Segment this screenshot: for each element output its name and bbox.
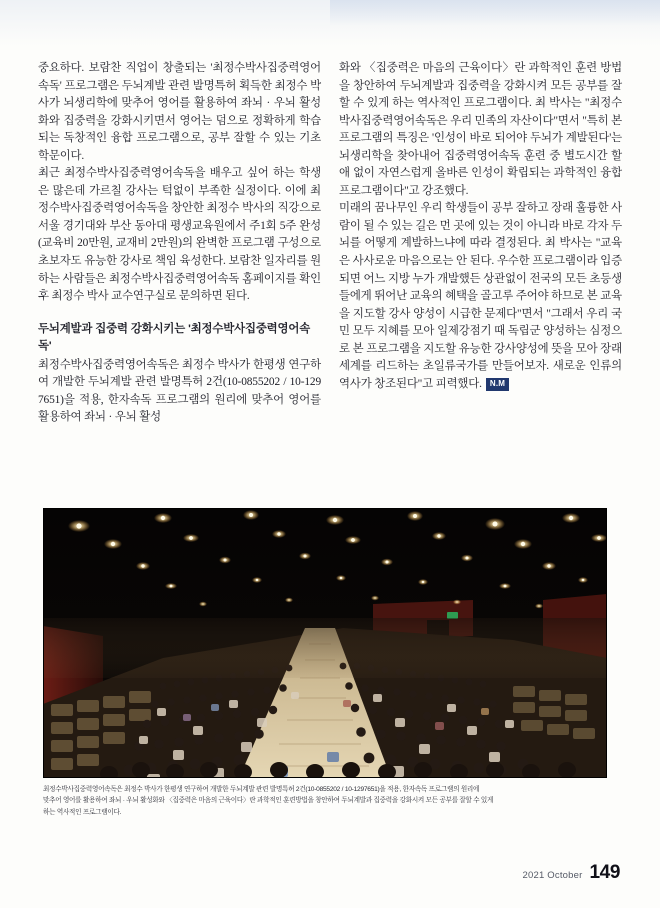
scan-tint-top xyxy=(0,0,660,46)
issue-date: 2021 October xyxy=(522,870,583,881)
byline-badge: N.M xyxy=(486,378,509,391)
scan-tint-top-right xyxy=(330,0,660,26)
section-subheading: 두뇌계발과 집중력 강화시키는 '최정수박사집중력영어속독' xyxy=(38,322,311,353)
article-body xyxy=(38,60,622,427)
auditorium-photo xyxy=(43,508,607,778)
auditorium-photo-graphic xyxy=(43,508,607,778)
right-paragraph-2-text: 미래의 꿈나무인 우리 학생들이 공부 잘하고 장래 훌륭한 사람이 될 수 있는 길은 먼 곳에 있는 것이 아니라 바로 각자 두뇌를 어떻게 계발하느냐에 따라 결정된다. 최 박사는 "교육은 사사로운 마음으로는 안 된다. 우수한 프로그램이라 입증되면 어느 지방 누가 개발했든 상관없이 전국의 모든 초등생들에게 뛰어난 교육의 혜택을 골고루 주어야 하므로 본 교육을 지도할 강사 양성이 시급한 문제다"면서 "그래서 우리 국민 모두 지혜를 모아 일제강점기 때 독립군 양성하는 심정으로 본 프로그램을 지도할 유능한 강사양성에 뜻을 모아 장래 세계를 리드하는 초일류국가를 만들어보자. 새로운 인류의 역사가 창조된다"고 피력했다. xyxy=(339,202,622,390)
left-paragraph-3: 최정수박사집중력영어속독은 최정수 박사가 한평생 연구하여 개발한 두뇌계발 관련 발명특허 2건(10-0855202 / 10-1297651)을 적용, 한자속독 프로그램의 원리에 맞추어 영어를 활용하여 좌뇌 · 우뇌 활성 xyxy=(38,358,321,424)
caption-line-2: 맞추어 영어를 활용하여 좌뇌 · 우뇌 활성화와 〈집중력은 마음의 근육이다〉란 과학적인 훈련방법을 창안하여 두뇌계발과 집중력을 강화시켜 모든 공부를 잘할 수 있게 xyxy=(43,797,494,805)
caption-line-3: 하는 역사적인 프로그램이다. xyxy=(43,808,122,816)
right-paragraph-1: 화와 〈집중력은 마음의 근육이다〉란 과학적인 훈련 방법을 창안하여 두뇌계발과 집중력을 강화시켜 모든 공부를 잘할 수 있게 하는 역사적인 프로그램이다. 최 박사는 "최정수박사집중력영어속독은 우리 민족의 자산이다"면서 "특히 본 프로그램의 특징은 '인성이 바로 되어야 두뇌가 계발된다'는 뇌생리학을 찾아내어 집중력영어속독 훈련 중 별도시간 할애 없이 자연스럽게 올바른 인성이 확립되는 과학적인 융합 프로그램이다"고 강조했다. xyxy=(339,62,622,197)
caption-line-1: 최정수박사집중력영어속독은 최정수 박사가 한평생 연구하여 개발한 두뇌계발 관련 발명특허 2건(10-0855202 / 10-1297651)을 적용, 한자속독 프로그램의 원리에 xyxy=(43,786,480,793)
right-paragraph-2 xyxy=(339,200,622,393)
left-paragraph-1: 중요하다. 보람찬 직업이 창출되는 '최정수박사집중력영어속독' 프로그램은 두뇌계발 관련 발명특허 획득한 최정수 박사가 뇌생리학에 맞추어 영어를 활용하여 좌뇌 · 우뇌 활성화와 집중력을 강화시키면서 영어는 덤으로 정확하게 학습되는 독창적인 융합 프로그램으로, 공부 잘할 수 있는 기초학문이다. xyxy=(38,62,321,162)
page-footer xyxy=(523,862,620,884)
left-paragraph-2: 최근 최정수박사집중력영어속독을 배우고 싶어 하는 학생은 많은데 가르칠 강사는 턱없이 부족한 실정이다. 이에 최정수박사집중력영어속독을 창안한 최정수 박사의 직강으로 서울 경기대와 부산 동아대 평생교육원에서 주1회 5주 완성(교육비 20만원, 교재비 2만원)의 완벽한 프로그램 구성으로 초보자도 유능한 강사로 책임 육성한다. 보람찬 일자리를 원하는 사람들은 최정수박사집중력영어속독 홈페이지를 확인 후 최정수 박사 교수연구실로 문의하면 된다. xyxy=(38,167,321,303)
exit-sign xyxy=(447,612,458,619)
page-number: 149 xyxy=(589,862,620,883)
left-column xyxy=(38,60,321,427)
right-column xyxy=(339,60,622,427)
photo-caption xyxy=(43,784,613,818)
